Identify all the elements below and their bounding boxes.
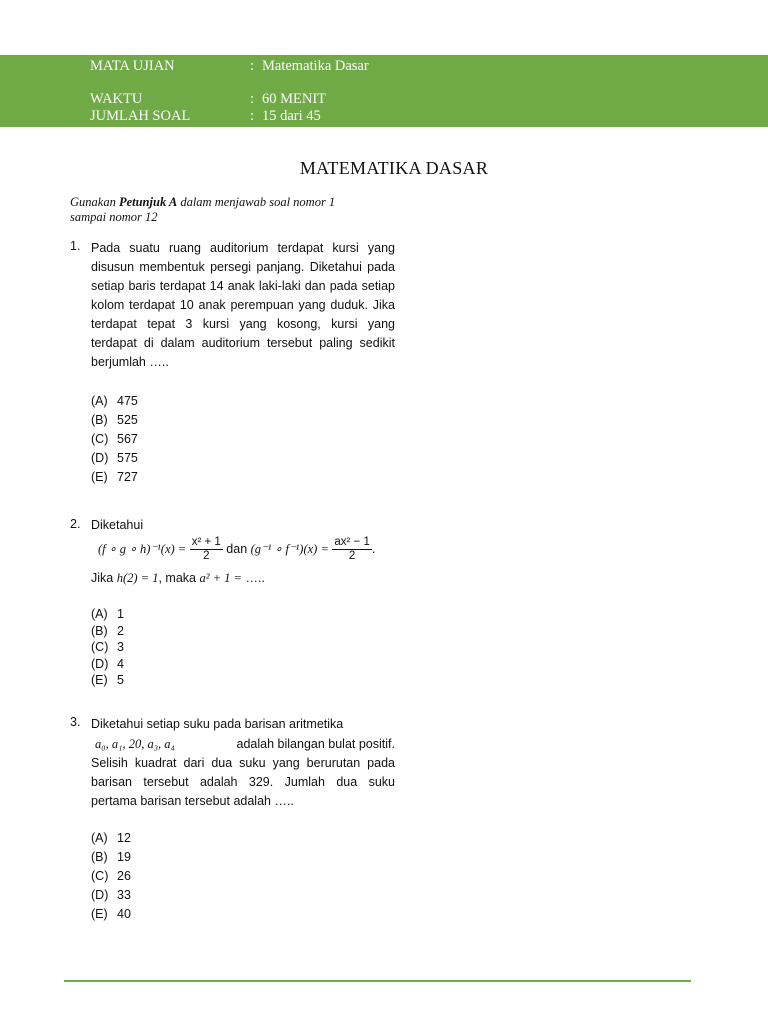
option[interactable] [91, 430, 138, 449]
option-value: 19 [117, 850, 131, 864]
equation-left: (f ∘ g ∘ h)⁻¹(x) = [98, 541, 187, 556]
header-colon: : [250, 58, 255, 74]
options-list [91, 392, 138, 487]
condition-math: h(2) = 1 [116, 571, 159, 585]
header-label: WAKTU [90, 91, 143, 107]
question-3 [70, 715, 395, 921]
header-row-subject [90, 58, 369, 75]
option[interactable] [91, 867, 131, 886]
header-label: JUMLAH SOAL [90, 108, 191, 124]
option[interactable] [91, 468, 138, 487]
question-2 [70, 517, 395, 687]
option[interactable] [91, 411, 138, 430]
question-line-1: Diketahui setiap suku pada barisan aritmetika [91, 717, 344, 731]
options-list [91, 606, 124, 689]
fraction-denominator: 2 [203, 550, 210, 562]
instructions-post: dalam menjawab soal nomor 1 sampai nomor 12 [70, 195, 336, 224]
option-letter: (E) [91, 907, 108, 921]
option[interactable] [91, 623, 124, 640]
instructions-bold: Petunjuk A [118, 195, 178, 209]
option-value: 5 [117, 673, 124, 687]
option-value: 727 [117, 470, 138, 484]
header-value: 15 dari 45 [262, 108, 321, 124]
option[interactable] [91, 672, 124, 689]
option[interactable] [91, 905, 131, 924]
option-letter: (D) [91, 888, 109, 902]
condition-math: a² + 1 = [199, 571, 242, 585]
header-colon: : [250, 108, 255, 124]
option[interactable] [91, 606, 124, 623]
fraction [332, 536, 371, 563]
question-1 [70, 239, 395, 484]
footer-divider [64, 980, 691, 982]
option-letter: (D) [91, 656, 109, 671]
option-letter: (E) [91, 673, 108, 687]
option-value: 4 [117, 656, 124, 671]
option-letter: (C) [91, 432, 109, 446]
option-value: 2 [117, 623, 124, 638]
options-list [91, 829, 131, 924]
equation-line [98, 536, 375, 563]
option[interactable] [91, 639, 124, 656]
option-value: 567 [117, 432, 138, 446]
option-value: 12 [117, 831, 131, 845]
option[interactable] [91, 829, 131, 848]
header-colon: : [250, 91, 255, 107]
option[interactable] [91, 656, 124, 673]
question-number: 1. [70, 239, 81, 253]
condition-pre: Jika [91, 571, 114, 585]
option[interactable] [91, 848, 131, 867]
fraction-denominator: 2 [348, 550, 356, 562]
question-text: Diketahui [91, 518, 144, 532]
condition-line [91, 571, 265, 586]
option-value: 40 [117, 907, 131, 921]
header-value: Matematika Dasar [262, 58, 369, 74]
option-letter: (B) [91, 623, 108, 638]
exam-header [0, 55, 768, 127]
option-value: 3 [117, 640, 124, 654]
sequence-line [91, 734, 395, 754]
option-value: 525 [117, 413, 138, 427]
fraction-numerator: ax² − 1 [334, 536, 370, 548]
page-title: MATEMATIKA DASAR [299, 158, 489, 178]
sequence-post: adalah bilangan bulat positif. [236, 737, 395, 751]
condition-mid: , maka [158, 571, 196, 585]
condition-end: ….. [241, 571, 265, 585]
instructions [70, 195, 370, 225]
header-row-time [90, 91, 326, 108]
option-letter: (A) [91, 394, 108, 408]
option-letter: (A) [91, 607, 108, 621]
header-label: MATA UJIAN [90, 58, 175, 74]
instructions-pre: Gunakan [70, 195, 119, 209]
option-value: 33 [117, 888, 131, 902]
sequence: a₀, a₁, 20, a₃, a₄ [95, 737, 175, 751]
equation-right: (g⁻¹ ∘ f⁻¹)(x) = [250, 541, 329, 556]
question-number: 2. [70, 517, 81, 531]
question-text: Selisih kuadrat dari dua suku yang berurutan pada barisan tersebut adalah 329. Jumlah dua suku pertama barisan tersebut adalah ….. [91, 756, 395, 808]
option-letter: (E) [91, 470, 108, 484]
option-value: 475 [117, 394, 138, 408]
option-value: 1 [117, 607, 124, 621]
option-letter: (A) [91, 831, 108, 845]
option[interactable] [91, 886, 131, 905]
option-letter: (C) [91, 640, 109, 654]
option-value: 26 [117, 869, 131, 883]
question-number: 3. [70, 715, 81, 729]
option-value: 575 [117, 451, 138, 465]
header-row-count [90, 108, 321, 125]
equation-mid: dan [226, 541, 248, 556]
fraction-numerator: x² + 1 [191, 536, 221, 548]
fraction [190, 536, 223, 563]
question-text: Pada suatu ruang auditorium terdapat kursi yang disusun membentuk persegi panjang. Diketahui pada setiap baris terdapat 14 anak laki-laki dan pada setiap kolom terdapat 10 anak perempuan yang duduk. Jika terdapat tepat 3 kursi yang kosong, kursi yang terdapat di dalam auditorium tersebut paling sedikit berjumlah ….. [91, 241, 395, 369]
option-letter: (D) [91, 451, 109, 465]
option-letter: (B) [91, 413, 108, 427]
equation-end: . [371, 541, 376, 556]
option-letter: (C) [91, 869, 109, 883]
header-value: 60 MENIT [262, 91, 327, 107]
option[interactable] [91, 392, 138, 411]
option[interactable] [91, 449, 138, 468]
option-letter: (B) [91, 850, 108, 864]
